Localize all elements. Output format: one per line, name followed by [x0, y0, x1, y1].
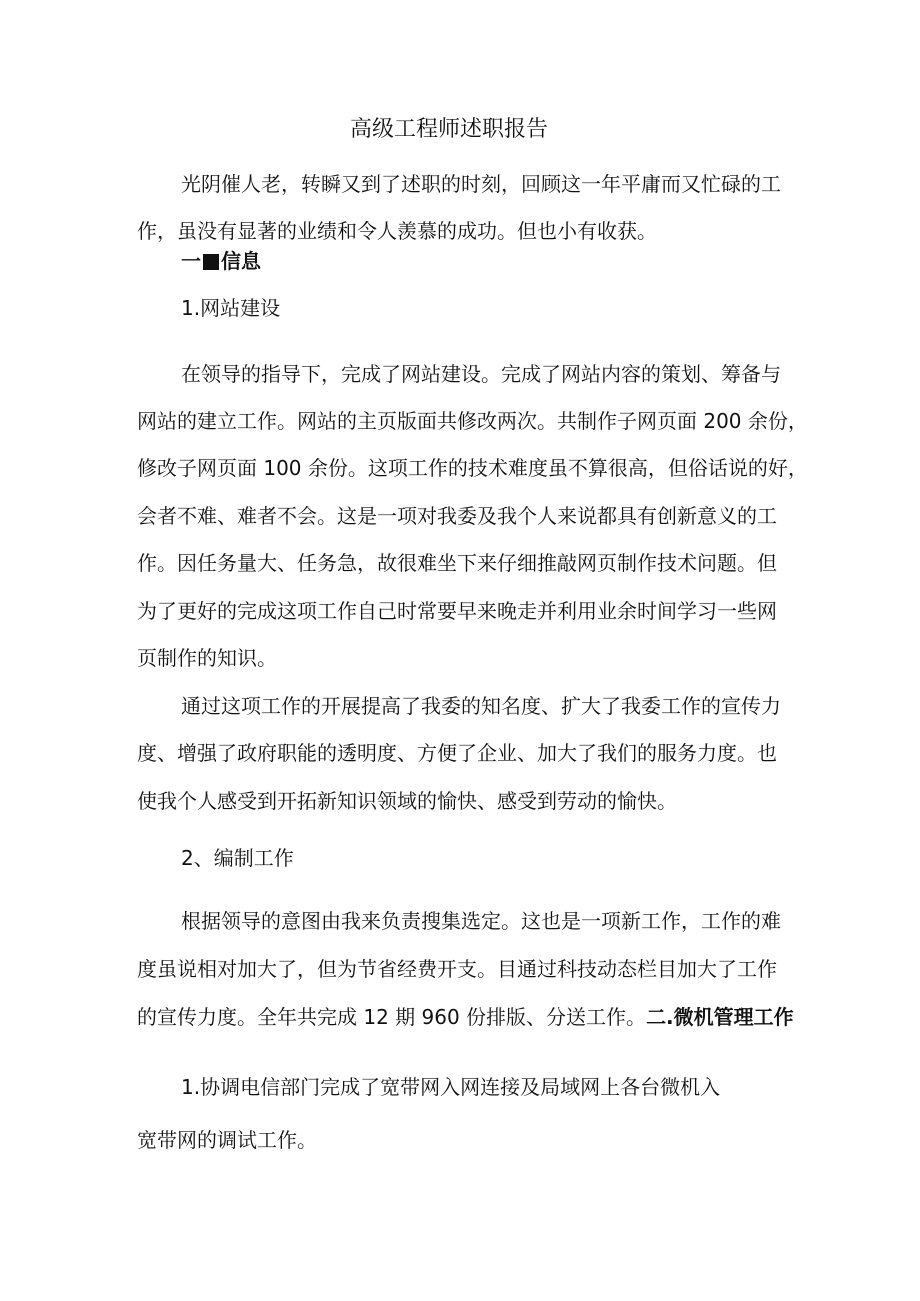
- paragraph-line: 网站的建立工作。网站的主页版面共修改两次。共制作子网页面 200 余份，: [137, 409, 808, 433]
- paragraph-line: 为了更好的完成这项工作自己时常要早来晚走并利用业余时间学习一些网: [137, 599, 777, 623]
- paragraph-line: 使我个人感受到开拓新知识领域的愉快、感受到劳动的愉快。: [137, 789, 677, 813]
- paragraph-line: 修改子网页面 100 余份。这项工作的技术难度虽不算很高，但俗话说的好，: [137, 456, 808, 480]
- paragraph-line: 度虽说相对加大了，但为节省经费开支。目通过科技动态栏目加大了工作: [137, 957, 777, 981]
- paragraph-line: 在领导的指导下，完成了网站建设。完成了网站内容的策划、筹备与: [181, 362, 781, 386]
- paragraph-line: 页制作的知识。: [137, 646, 277, 670]
- paragraph-line: 作。因任务量大、任务急，故很难坐下来仔细推敲网页制作技术问题。但: [137, 551, 777, 575]
- section-1-number: 一: [181, 249, 201, 273]
- list-item-1-line-1: 1.协调电信部门完成了宽带网入网连接及局域网上各台微机入: [181, 1075, 721, 1099]
- paragraph-line: 度、增强了政府职能的透明度、方便了企业、加大了我们的服务力度。也: [137, 741, 777, 765]
- document-title: 高级工程师述职报告: [350, 117, 549, 142]
- list-item-1-line-2: 宽带网的调试工作。: [137, 1128, 317, 1152]
- section-1-label: 信息: [221, 249, 261, 273]
- paragraph-line: [137, 1005, 794, 1029]
- intro-line-2: 作，虽没有显著的业绩和令人羡慕的成功。但也小有收获。: [137, 219, 657, 243]
- paragraph-line: 通过这项工作的开展提高了我委的知名度、扩大了我委工作的宣传力: [181, 694, 781, 718]
- intro-line-1: 光阴催人老，转瞬又到了述职的时刻，回顾这一年平庸而又忙碌的工: [181, 172, 781, 196]
- paragraph-line: 根据领导的意图由我来负责搜集选定。这也是一项新工作，工作的难: [181, 909, 781, 933]
- paragraph-line: 会者不难、难者不会。这是一项对我委及我个人来说都具有创新意义的工: [137, 504, 777, 528]
- square-bullet-icon: [203, 254, 219, 270]
- section-1-heading: [181, 249, 261, 273]
- section-2-heading: 二.微机管理工作: [646, 1005, 794, 1029]
- subsection-1-heading: 1.网站建设: [181, 296, 281, 320]
- subsection-2-heading: 2、编制工作: [181, 846, 294, 870]
- paragraph-text: 的宣传力度。全年共完成 12 期 960 份排版、分送工作。: [137, 1005, 647, 1029]
